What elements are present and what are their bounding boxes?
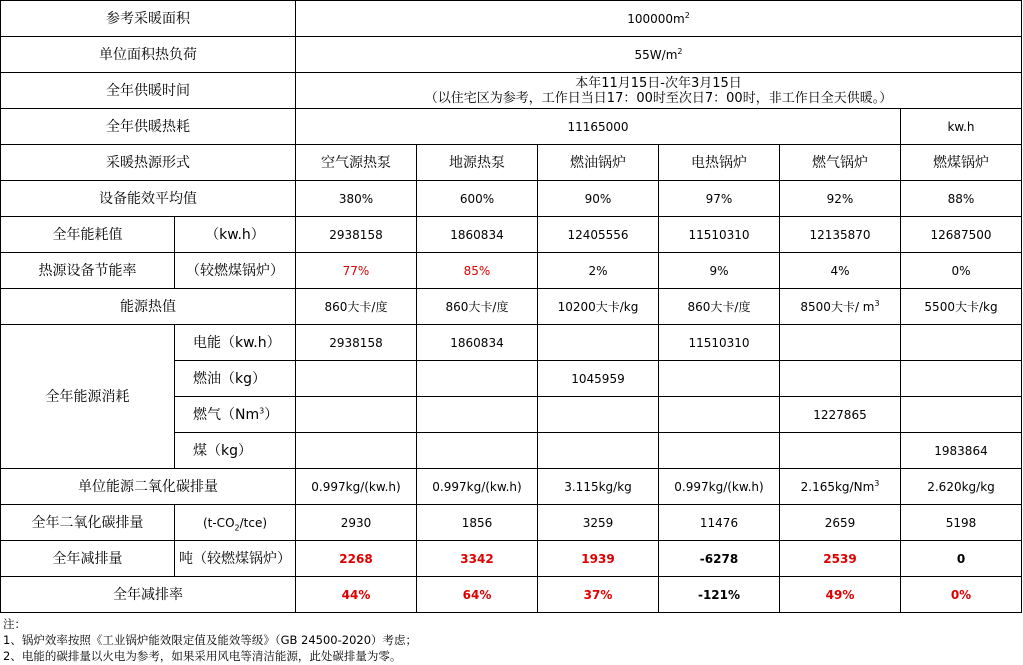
consumption-cell: 1045959 bbox=[538, 361, 659, 397]
row-forms bbox=[1, 145, 1022, 181]
reduction-cell: 2268 bbox=[296, 541, 417, 577]
form-cell: 空气源热泵 bbox=[296, 145, 417, 181]
consumption-cell bbox=[780, 433, 901, 469]
reduction-rate-cell: -121% bbox=[659, 577, 780, 613]
unit-co2-cell: 0.997kg/(kw.h) bbox=[296, 469, 417, 505]
consumption-cell bbox=[296, 361, 417, 397]
form-cell: 电热锅炉 bbox=[659, 145, 780, 181]
period-label: 全年供暖时间 bbox=[1, 73, 296, 109]
row-period bbox=[1, 73, 1022, 109]
row-load bbox=[1, 37, 1022, 73]
annual-co2-cell: 2659 bbox=[780, 505, 901, 541]
saving-cell: 77% bbox=[296, 253, 417, 289]
row-reduction bbox=[1, 541, 1022, 577]
consumption-cell bbox=[901, 361, 1022, 397]
calorific-cell: 860大卡/度 bbox=[659, 289, 780, 325]
reduction-cell: 2539 bbox=[780, 541, 901, 577]
row-reduction-rate bbox=[1, 577, 1022, 613]
efficiency-cell: 88% bbox=[901, 181, 1022, 217]
consumption-cell bbox=[417, 433, 538, 469]
consumption-coal-label: 煤（kg） bbox=[175, 433, 296, 469]
efficiency-cell: 97% bbox=[659, 181, 780, 217]
reduction-rate-cell: 49% bbox=[780, 577, 901, 613]
efficiency-label: 设备能效平均值 bbox=[1, 181, 296, 217]
row-calorific bbox=[1, 289, 1022, 325]
unit-co2-cell: 2.620kg/kg bbox=[901, 469, 1022, 505]
row-efficiency bbox=[1, 181, 1022, 217]
reduction-rate-label: 全年减排率 bbox=[1, 577, 296, 613]
calorific-label: 能源热值 bbox=[1, 289, 296, 325]
energy-cell: 12687500 bbox=[901, 217, 1022, 253]
form-cell: 地源热泵 bbox=[417, 145, 538, 181]
heat-value: 11165000 bbox=[296, 109, 901, 145]
reduction-rate-cell: 37% bbox=[538, 577, 659, 613]
saving-unit: （较燃煤锅炉） bbox=[175, 253, 296, 289]
reduction-label: 全年减排量 bbox=[1, 541, 175, 577]
consumption-electric-label: 电能（kw.h） bbox=[175, 325, 296, 361]
saving-cell: 9% bbox=[659, 253, 780, 289]
row-area bbox=[1, 1, 1022, 37]
annual-co2-cell: 5198 bbox=[901, 505, 1022, 541]
energy-cell: 1860834 bbox=[417, 217, 538, 253]
heat-unit: kw.h bbox=[901, 109, 1022, 145]
calorific-cell: 8500大卡/ $m^3$ bbox=[780, 289, 901, 325]
row-unit-co2 bbox=[1, 469, 1022, 505]
saving-cell: 2% bbox=[538, 253, 659, 289]
annual-co2-cell: 11476 bbox=[659, 505, 780, 541]
reduction-unit: 吨（较燃煤锅炉） bbox=[175, 541, 296, 577]
efficiency-cell: 380% bbox=[296, 181, 417, 217]
consumption-cell bbox=[901, 325, 1022, 361]
saving-cell: 0% bbox=[901, 253, 1022, 289]
calorific-cell: 10200大卡/kg bbox=[538, 289, 659, 325]
energy-cell: 12135870 bbox=[780, 217, 901, 253]
row-energy bbox=[1, 217, 1022, 253]
area-value: $100000m^2$ bbox=[296, 1, 1022, 37]
form-cell: 燃油锅炉 bbox=[538, 145, 659, 181]
consumption-cell: 1227865 bbox=[780, 397, 901, 433]
consumption-cell: 1983864 bbox=[901, 433, 1022, 469]
consumption-oil-label: 燃油（kg） bbox=[175, 361, 296, 397]
form-cell: 燃煤锅炉 bbox=[901, 145, 1022, 181]
consumption-cell bbox=[659, 397, 780, 433]
heat-label: 全年供暖热耗 bbox=[1, 109, 296, 145]
consumption-cell bbox=[659, 361, 780, 397]
load-label: 单位面积热负荷 bbox=[1, 37, 296, 73]
consumption-cell: 2938158 bbox=[296, 325, 417, 361]
energy-unit: （kw.h） bbox=[175, 217, 296, 253]
annual-co2-label: 全年二氧化碳排量 bbox=[1, 505, 175, 541]
saving-label: 热源设备节能率 bbox=[1, 253, 175, 289]
unit-co2-cell: 2.165kg/Nm$^3$ bbox=[780, 469, 901, 505]
consumption-gas-label: 燃气（Nm$^3$） bbox=[175, 397, 296, 433]
consumption-cell bbox=[538, 397, 659, 433]
note-1: 1、锅炉效率按照《工业锅炉能效限定值及能效等级》（GB 24500-2020）考虑； bbox=[3, 633, 418, 647]
unit-co2-cell: 0.997kg/(kw.h) bbox=[417, 469, 538, 505]
consumption-cell bbox=[296, 397, 417, 433]
reduction-cell: 0 bbox=[901, 541, 1022, 577]
form-cell: 燃气锅炉 bbox=[780, 145, 901, 181]
calorific-cell: 860大卡/度 bbox=[296, 289, 417, 325]
unit-co2-cell: 0.997kg/(kw.h) bbox=[659, 469, 780, 505]
reduction-cell: 1939 bbox=[538, 541, 659, 577]
consumption-cell bbox=[296, 433, 417, 469]
row-annual-co2 bbox=[1, 505, 1022, 541]
consumption-cell bbox=[538, 433, 659, 469]
efficiency-cell: 92% bbox=[780, 181, 901, 217]
consumption-cell bbox=[659, 433, 780, 469]
row-consumption-electric bbox=[1, 325, 1022, 361]
consumption-cell bbox=[901, 397, 1022, 433]
area-label: 参考采暖面积 bbox=[1, 1, 296, 37]
annual-co2-cell: 3259 bbox=[538, 505, 659, 541]
reduction-cell: -6278 bbox=[659, 541, 780, 577]
notes bbox=[3, 616, 417, 664]
saving-cell: 85% bbox=[417, 253, 538, 289]
reduction-rate-cell: 44% bbox=[296, 577, 417, 613]
period-line1: 本年11月15日-次年3月15日 bbox=[575, 75, 742, 91]
notes-title: 注： bbox=[3, 617, 26, 631]
reduction-rate-cell: 64% bbox=[417, 577, 538, 613]
row-saving bbox=[1, 253, 1022, 289]
forms-label: 采暖热源形式 bbox=[1, 145, 296, 181]
unit-co2-cell: 3.115kg/kg bbox=[538, 469, 659, 505]
consumption-cell: 11510310 bbox=[659, 325, 780, 361]
load-value: $55W/m^2$ bbox=[296, 37, 1022, 73]
reduction-cell: 3342 bbox=[417, 541, 538, 577]
consumption-cell bbox=[417, 397, 538, 433]
annual-co2-unit: $(t-CO_2/tce)$ bbox=[175, 505, 296, 541]
saving-cell: 4% bbox=[780, 253, 901, 289]
consumption-cell: 1860834 bbox=[417, 325, 538, 361]
consumption-cell bbox=[538, 325, 659, 361]
annual-co2-cell: 1856 bbox=[417, 505, 538, 541]
annual-co2-cell: 2930 bbox=[296, 505, 417, 541]
energy-cell: 12405556 bbox=[538, 217, 659, 253]
consumption-label: 全年能源消耗 bbox=[1, 325, 175, 469]
reduction-rate-cell: 0% bbox=[901, 577, 1022, 613]
row-heat bbox=[1, 109, 1022, 145]
energy-label: 全年能耗值 bbox=[1, 217, 175, 253]
energy-cell: 2938158 bbox=[296, 217, 417, 253]
calorific-cell: 5500大卡/kg bbox=[901, 289, 1022, 325]
unit-co2-label: 单位能源二氧化碳排量 bbox=[1, 469, 296, 505]
efficiency-cell: 90% bbox=[538, 181, 659, 217]
period-value bbox=[296, 73, 1022, 109]
note-2: 2、电能的碳排量以火电为参考，如果采用风电等清洁能源，此处碳排量为零。 bbox=[3, 649, 402, 663]
calorific-cell: 860大卡/度 bbox=[417, 289, 538, 325]
consumption-cell bbox=[780, 361, 901, 397]
energy-cell: 11510310 bbox=[659, 217, 780, 253]
consumption-cell bbox=[417, 361, 538, 397]
consumption-cell bbox=[780, 325, 901, 361]
efficiency-cell: 600% bbox=[417, 181, 538, 217]
period-line2: （以住宅区为参考，工作日当日17：00时至次日7：00时，非工作日全天供暖。） bbox=[424, 90, 893, 106]
